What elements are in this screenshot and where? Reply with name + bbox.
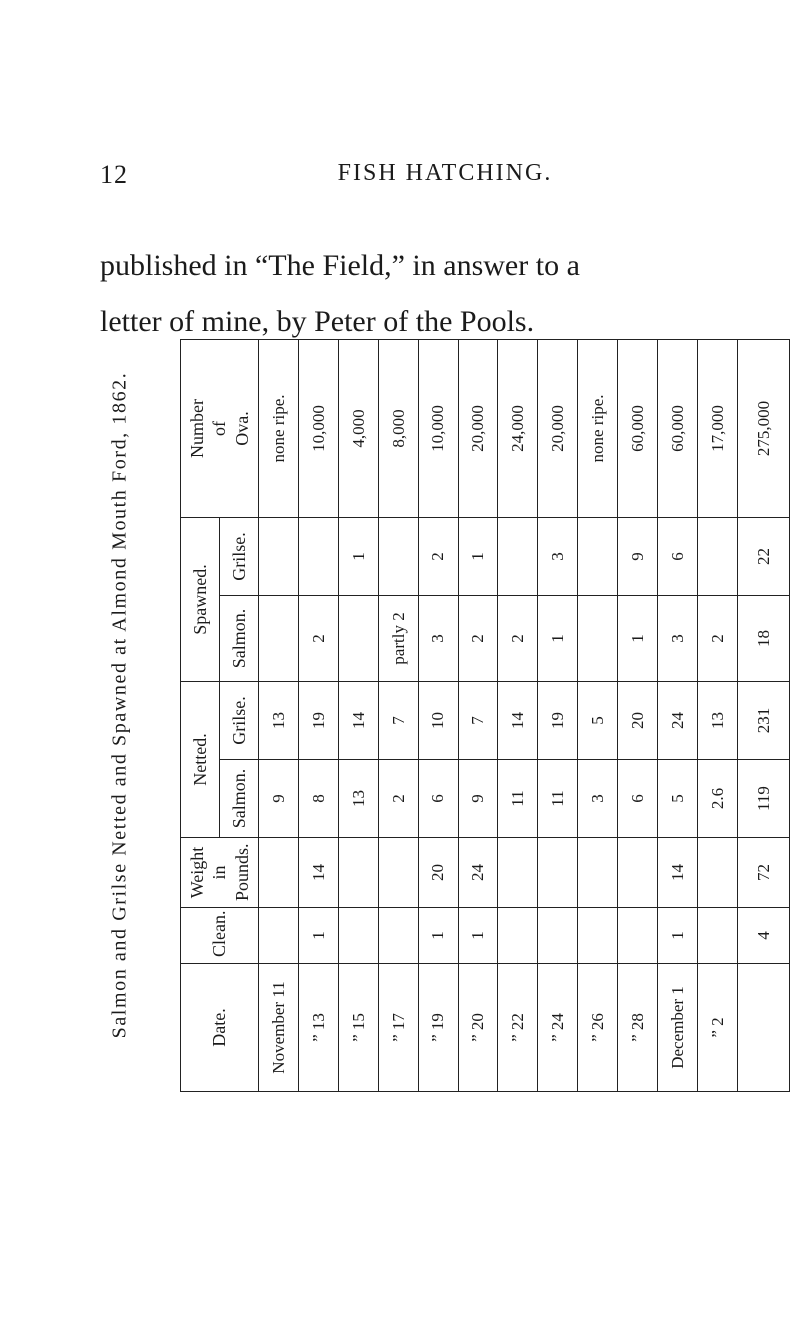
cell-ova: 20,000 bbox=[538, 339, 578, 517]
cell-spawned-grilse bbox=[697, 517, 737, 595]
cell-weight bbox=[259, 838, 299, 908]
table-row bbox=[418, 339, 458, 1091]
total-netted-salmon: 119 bbox=[737, 760, 789, 838]
cell-ova: 17,000 bbox=[697, 339, 737, 517]
header-ova-line: Number bbox=[186, 399, 207, 458]
cell-netted-grilse: 20 bbox=[618, 681, 658, 759]
spawning-table bbox=[180, 339, 790, 1092]
cell-netted-grilse: 19 bbox=[298, 681, 338, 759]
cell-ova: none ripe. bbox=[259, 339, 299, 517]
cell-ova: 10,000 bbox=[298, 339, 338, 517]
cell-spawned-grilse: 2 bbox=[418, 517, 458, 595]
table-row bbox=[298, 339, 338, 1091]
cell-ova: 4,000 bbox=[338, 339, 378, 517]
header-row bbox=[181, 339, 220, 1091]
cell-netted-grilse: 24 bbox=[658, 681, 698, 759]
total-weight: 72 bbox=[737, 838, 789, 908]
cell-spawned-salmon: 2 bbox=[697, 595, 737, 681]
cell-spawned-grilse bbox=[578, 517, 618, 595]
cell-netted-salmon: 5 bbox=[658, 760, 698, 838]
total-spawned-salmon: 18 bbox=[737, 595, 789, 681]
table-caption-column bbox=[100, 320, 140, 1090]
total-date bbox=[737, 964, 789, 1092]
cell-weight: 20 bbox=[418, 838, 458, 908]
cell-ova: 10,000 bbox=[418, 339, 458, 517]
cell-netted-grilse: 14 bbox=[338, 681, 378, 759]
table-row bbox=[498, 339, 538, 1091]
header-clean: Clean. bbox=[181, 908, 259, 964]
header-weight-line: Pounds. bbox=[231, 843, 252, 901]
cell-clean bbox=[259, 908, 299, 964]
total-ova: 275,000 bbox=[737, 339, 789, 517]
cell-spawned-grilse: 1 bbox=[458, 517, 498, 595]
cell-ova: 60,000 bbox=[658, 339, 698, 517]
cell-date: ” 20 bbox=[458, 964, 498, 1092]
cell-clean bbox=[538, 908, 578, 964]
table-row bbox=[658, 339, 698, 1091]
cell-date: ” 26 bbox=[578, 964, 618, 1092]
cell-spawned-salmon bbox=[338, 595, 378, 681]
cell-spawned-salmon: 1 bbox=[538, 595, 578, 681]
table-row bbox=[618, 339, 658, 1091]
table-row bbox=[259, 339, 299, 1091]
header-ova bbox=[181, 339, 259, 517]
cell-date: December 1 bbox=[658, 964, 698, 1092]
header-netted: Netted. bbox=[181, 681, 220, 837]
cell-spawned-grilse bbox=[298, 517, 338, 595]
cell-date: ” 15 bbox=[338, 964, 378, 1092]
cell-weight bbox=[378, 838, 418, 908]
table-row bbox=[578, 339, 618, 1091]
cell-spawned-grilse: 6 bbox=[658, 517, 698, 595]
page-number: 12 bbox=[100, 160, 128, 189]
cell-date: ” 17 bbox=[378, 964, 418, 1092]
header-date: Date. bbox=[181, 964, 259, 1092]
cell-clean bbox=[378, 908, 418, 964]
cell-date: ” 13 bbox=[298, 964, 338, 1092]
cell-netted-grilse: 7 bbox=[458, 681, 498, 759]
table-row bbox=[338, 339, 378, 1091]
cell-spawned-salmon: 2 bbox=[298, 595, 338, 681]
cell-clean: 1 bbox=[418, 908, 458, 964]
cell-netted-grilse: 19 bbox=[538, 681, 578, 759]
page-header bbox=[100, 160, 790, 200]
header-spawned: Spawned. bbox=[181, 517, 220, 681]
cell-clean bbox=[498, 908, 538, 964]
cell-spawned-salmon: 2 bbox=[458, 595, 498, 681]
total-clean: 4 bbox=[737, 908, 789, 964]
cell-netted-grilse: 7 bbox=[378, 681, 418, 759]
cell-netted-salmon: 6 bbox=[618, 760, 658, 838]
header-ova-line: Ova. bbox=[231, 411, 252, 446]
table-row bbox=[378, 339, 418, 1091]
header-weight-line: in bbox=[209, 865, 230, 880]
cell-spawned-grilse: 1 bbox=[338, 517, 378, 595]
header-spawned-grilse: Grilse. bbox=[220, 517, 259, 595]
cell-ova: 60,000 bbox=[618, 339, 658, 517]
table-caption: Salmon and Grilse Netted and Spawned at Almond Mouth Ford, 1862. bbox=[108, 371, 131, 1039]
cell-weight bbox=[538, 838, 578, 908]
cell-spawned-grilse bbox=[498, 517, 538, 595]
cell-ova: none ripe. bbox=[578, 339, 618, 517]
cell-netted-salmon: 3 bbox=[578, 760, 618, 838]
cell-netted-salmon: 11 bbox=[498, 760, 538, 838]
cell-netted-salmon: 6 bbox=[418, 760, 458, 838]
cell-netted-grilse: 13 bbox=[697, 681, 737, 759]
cell-spawned-salmon: 2 bbox=[498, 595, 538, 681]
cell-spawned-salmon: partly 2 bbox=[378, 595, 418, 681]
totals-row bbox=[737, 339, 789, 1091]
cell-netted-salmon: 11 bbox=[538, 760, 578, 838]
cell-weight bbox=[578, 838, 618, 908]
table-rotator bbox=[180, 340, 790, 1092]
header-weight-line: Weight bbox=[186, 846, 207, 899]
cell-netted-salmon: 9 bbox=[458, 760, 498, 838]
cell-clean bbox=[338, 908, 378, 964]
cell-spawned-salmon: 1 bbox=[618, 595, 658, 681]
total-spawned-grilse: 22 bbox=[737, 517, 789, 595]
cell-date: November 11 bbox=[259, 964, 299, 1092]
cell-spawned-grilse: 3 bbox=[538, 517, 578, 595]
cell-ova: 8,000 bbox=[378, 339, 418, 517]
cell-netted-salmon: 2 bbox=[378, 760, 418, 838]
cell-ova: 24,000 bbox=[498, 339, 538, 517]
cell-netted-grilse: 10 bbox=[418, 681, 458, 759]
cell-clean bbox=[578, 908, 618, 964]
cell-weight bbox=[498, 838, 538, 908]
cell-weight: 14 bbox=[658, 838, 698, 908]
cell-date: ” 19 bbox=[418, 964, 458, 1092]
header-ova-line: of bbox=[209, 420, 230, 436]
table-row bbox=[458, 339, 498, 1091]
cell-date: ” 22 bbox=[498, 964, 538, 1092]
table-row bbox=[538, 339, 578, 1091]
cell-spawned-grilse bbox=[259, 517, 299, 595]
cell-weight: 14 bbox=[298, 838, 338, 908]
table-body bbox=[259, 339, 790, 1091]
cell-netted-grilse: 5 bbox=[578, 681, 618, 759]
cell-spawned-salmon: 3 bbox=[658, 595, 698, 681]
cell-spawned-grilse: 9 bbox=[618, 517, 658, 595]
running-head: FISH HATCHING. bbox=[337, 160, 553, 186]
cell-spawned-grilse bbox=[378, 517, 418, 595]
header-netted-grilse: Grilse. bbox=[220, 681, 259, 759]
cell-clean: 1 bbox=[658, 908, 698, 964]
cell-clean bbox=[697, 908, 737, 964]
cell-weight bbox=[697, 838, 737, 908]
intro-paragraph bbox=[100, 238, 800, 350]
cell-date: ” 2 bbox=[697, 964, 737, 1092]
cell-netted-salmon: 9 bbox=[259, 760, 299, 838]
cell-clean: 1 bbox=[298, 908, 338, 964]
cell-netted-salmon: 8 bbox=[298, 760, 338, 838]
cell-netted-grilse: 14 bbox=[498, 681, 538, 759]
cell-spawned-salmon bbox=[578, 595, 618, 681]
rotated-table-frame bbox=[180, 340, 790, 1092]
cell-ova: 20,000 bbox=[458, 339, 498, 517]
cell-netted-salmon: 2.6 bbox=[697, 760, 737, 838]
header-netted-salmon: Salmon. bbox=[220, 760, 259, 838]
cell-weight bbox=[338, 838, 378, 908]
cell-spawned-salmon bbox=[259, 595, 299, 681]
cell-date: ” 24 bbox=[538, 964, 578, 1092]
cell-date: ” 28 bbox=[618, 964, 658, 1092]
cell-clean: 1 bbox=[458, 908, 498, 964]
cell-netted-grilse: 13 bbox=[259, 681, 299, 759]
header-spawned-salmon: Salmon. bbox=[220, 595, 259, 681]
header-weight bbox=[181, 838, 259, 908]
cell-netted-salmon: 13 bbox=[338, 760, 378, 838]
intro-line: published in “The Field,” in answer to a bbox=[100, 249, 580, 282]
intro-line: letter of mine, by Peter of the Pools. bbox=[100, 305, 535, 338]
table-row bbox=[697, 339, 737, 1091]
cell-spawned-salmon: 3 bbox=[418, 595, 458, 681]
cell-weight bbox=[618, 838, 658, 908]
cell-weight: 24 bbox=[458, 838, 498, 908]
total-netted-grilse: 231 bbox=[737, 681, 789, 759]
cell-clean bbox=[618, 908, 658, 964]
